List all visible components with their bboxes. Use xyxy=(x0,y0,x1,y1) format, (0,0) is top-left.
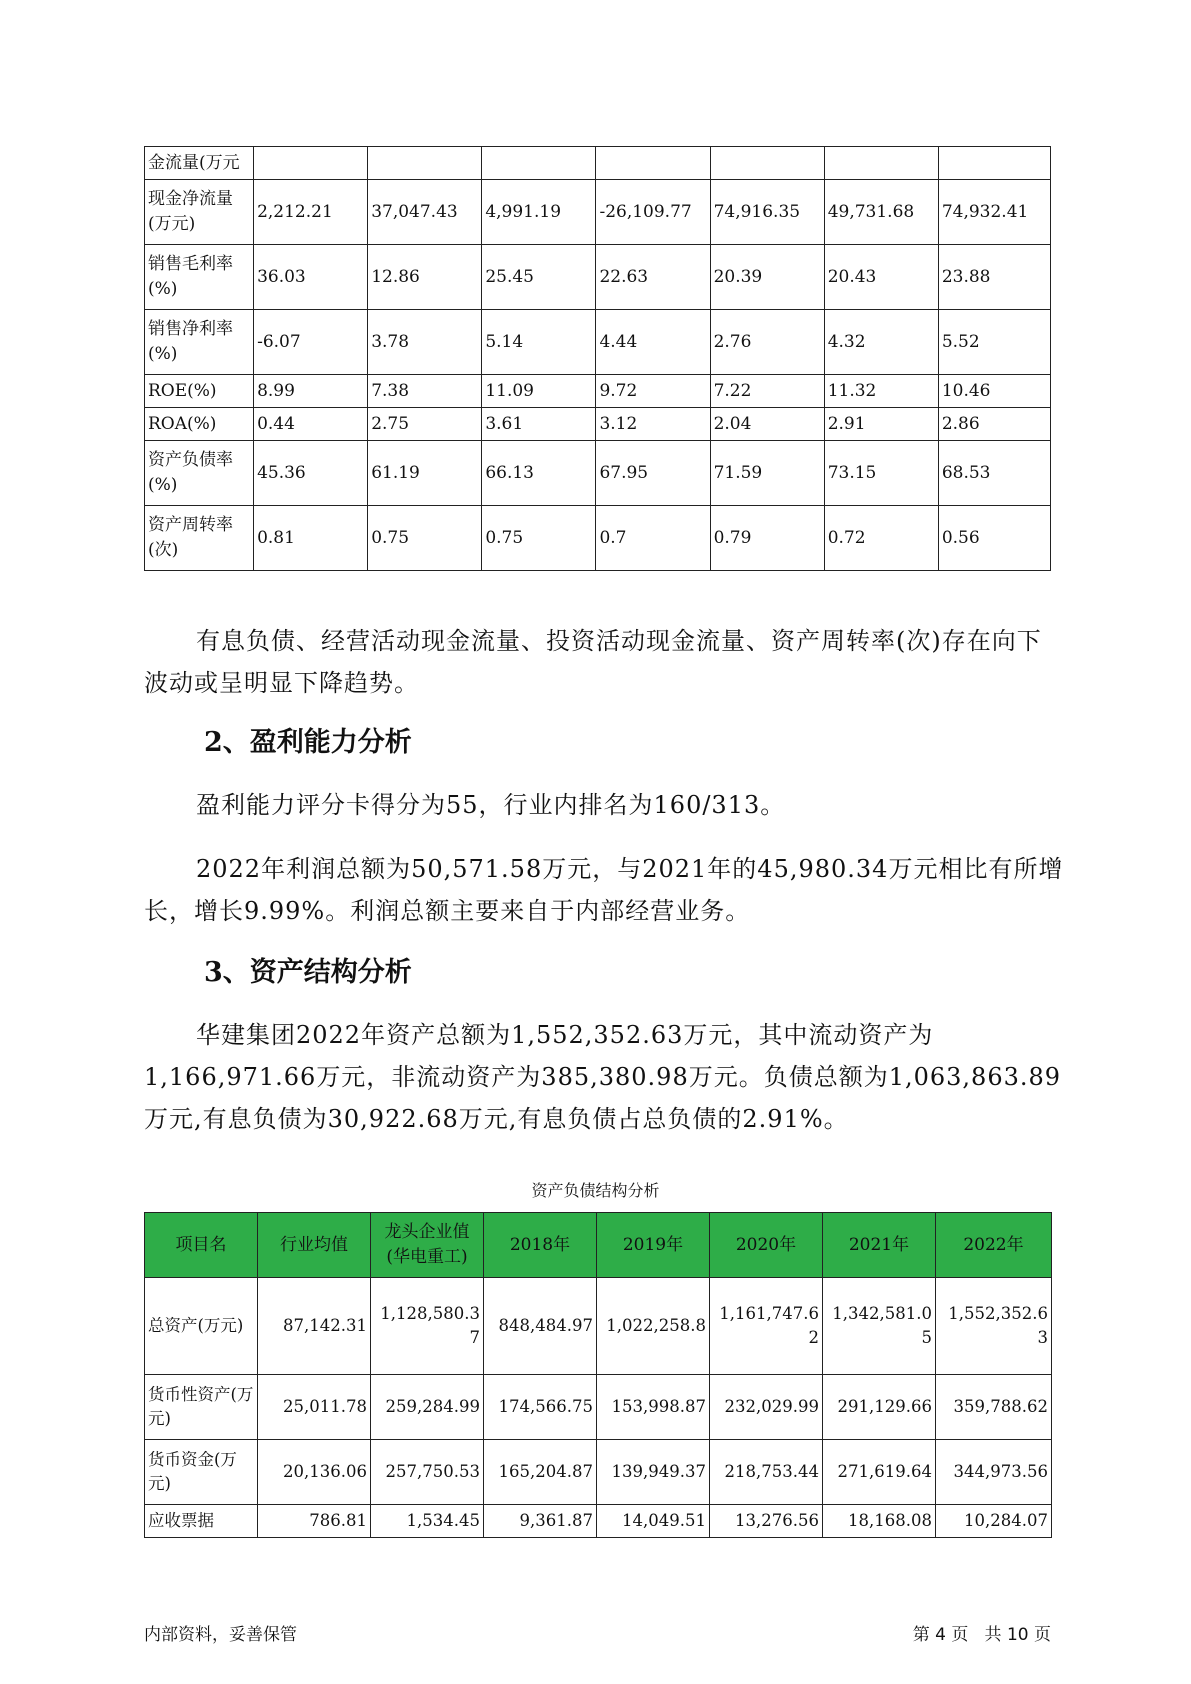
table-cell: 3.12 xyxy=(596,408,710,441)
paragraph-profit-total: 2022年利润总额为50,571.58万元，与2021年的45,980.34万元相比有所增长，增长9.99%。利润总额主要来自于内部经营业务。 xyxy=(144,855,1064,925)
paragraph-asset-summary: 华建集团2022年资产总额为1,552,352.63万元，其中流动资产为1,166,971.66万元，非流动资产为385,380.98万元。负债总额为1,063,863.89万元,有息负债为30,922.68万元,有息负债占总负债的2.91%。 xyxy=(144,1021,1062,1133)
table-cell: 0.75 xyxy=(368,506,482,571)
table-cell xyxy=(938,147,1050,180)
table-cell: 139,949.37 xyxy=(597,1440,710,1505)
table-cell: 2.75 xyxy=(368,408,482,441)
table-row xyxy=(145,1375,1052,1440)
table-cell: 73.15 xyxy=(824,441,938,506)
table-cell: 18,168.08 xyxy=(823,1505,936,1538)
table-cell: 2,212.21 xyxy=(254,180,368,245)
table-cell: 8.99 xyxy=(254,375,368,408)
row-label: 应收票据 xyxy=(145,1505,258,1538)
table-cell: 4.32 xyxy=(824,310,938,375)
table-cell: 68.53 xyxy=(938,441,1050,506)
table-caption: 资产负债结构分析 xyxy=(531,1181,660,1200)
table-cell: 359,788.62 xyxy=(936,1375,1052,1440)
column-header: 2018年 xyxy=(484,1213,597,1278)
table-cell: 9.72 xyxy=(596,375,710,408)
table-cell: 344,973.56 xyxy=(936,1440,1052,1505)
table-cell: 13,276.56 xyxy=(710,1505,823,1538)
row-label: 金流量(万元 xyxy=(145,147,254,180)
row-label: 总资产(万元) xyxy=(145,1278,258,1375)
table-cell: 1,342,581.05 xyxy=(823,1278,936,1375)
table-row xyxy=(145,375,1051,408)
row-label: 资产周转率(次) xyxy=(145,506,254,571)
table-cell: 11.32 xyxy=(824,375,938,408)
column-header: 2019年 xyxy=(597,1213,710,1278)
table-cell: 0.56 xyxy=(938,506,1050,571)
table-cell: 1,022,258.8 xyxy=(597,1278,710,1375)
table-row xyxy=(145,408,1051,441)
table-row xyxy=(145,180,1051,245)
table-cell: 5.52 xyxy=(938,310,1050,375)
table-cell: 74,932.41 xyxy=(938,180,1050,245)
row-label: 销售净利率(%) xyxy=(145,310,254,375)
table-cell: 20,136.06 xyxy=(258,1440,371,1505)
footer-confidential-note: 内部资料，妥善保管 xyxy=(144,1625,297,1645)
table-cell: 49,731.68 xyxy=(824,180,938,245)
column-header: 龙头企业值(华电重工) xyxy=(371,1213,484,1278)
table-cell xyxy=(368,147,482,180)
table-cell: 37,047.43 xyxy=(368,180,482,245)
row-label: ROA(%) xyxy=(145,408,254,441)
table-row xyxy=(145,441,1051,506)
table-cell: 0.44 xyxy=(254,408,368,441)
table-cell: 1,552,352.63 xyxy=(936,1278,1052,1375)
table-cell: 3.61 xyxy=(482,408,596,441)
table-cell: 2.86 xyxy=(938,408,1050,441)
table-cell: 36.03 xyxy=(254,245,368,310)
table-cell: 67.95 xyxy=(596,441,710,506)
table-cell: 4.44 xyxy=(596,310,710,375)
table-cell: 0.79 xyxy=(710,506,824,571)
table-cell: 7.22 xyxy=(710,375,824,408)
table-cell: 0.81 xyxy=(254,506,368,571)
paragraph-trend-note: 有息负债、经营活动现金流量、投资活动现金流量、资产周转率(次)存在向下波动或呈明显下降趋势。 xyxy=(144,627,1042,697)
table-cell: 74,916.35 xyxy=(710,180,824,245)
table-cell: 5.14 xyxy=(482,310,596,375)
row-label: 资产负债率(%) xyxy=(145,441,254,506)
table-cell: 7.38 xyxy=(368,375,482,408)
table-cell: 4,991.19 xyxy=(482,180,596,245)
table-cell: 1,534.45 xyxy=(371,1505,484,1538)
table-cell: 165,204.87 xyxy=(484,1440,597,1505)
table-cell xyxy=(254,147,368,180)
financial-ratios-table xyxy=(144,146,1051,571)
table-cell: 0.72 xyxy=(824,506,938,571)
table-cell: -26,109.77 xyxy=(596,180,710,245)
table-cell: 23.88 xyxy=(938,245,1050,310)
table-cell: 218,753.44 xyxy=(710,1440,823,1505)
table-cell: -6.07 xyxy=(254,310,368,375)
table-cell: 45.36 xyxy=(254,441,368,506)
table-cell: 9,361.87 xyxy=(484,1505,597,1538)
row-label: 现金净流量(万元) xyxy=(145,180,254,245)
table-row xyxy=(145,506,1051,571)
table-cell: 2.76 xyxy=(710,310,824,375)
table-row xyxy=(145,310,1051,375)
table-cell: 20.39 xyxy=(710,245,824,310)
column-header: 2020年 xyxy=(710,1213,823,1278)
table-row xyxy=(145,147,1051,180)
table-cell: 3.78 xyxy=(368,310,482,375)
table-cell: 0.7 xyxy=(596,506,710,571)
table-cell: 25,011.78 xyxy=(258,1375,371,1440)
table-cell: 174,566.75 xyxy=(484,1375,597,1440)
table-cell: 1,161,747.62 xyxy=(710,1278,823,1375)
section-heading-profitability: 2、盈利能力分析 xyxy=(204,727,412,758)
row-label: 货币资金(万元) xyxy=(145,1440,258,1505)
column-header: 项目名 xyxy=(145,1213,258,1278)
table-cell: 25.45 xyxy=(482,245,596,310)
row-label: 销售毛利率(%) xyxy=(145,245,254,310)
table-cell: 87,142.31 xyxy=(258,1278,371,1375)
column-header: 2022年 xyxy=(936,1213,1052,1278)
table-cell xyxy=(482,147,596,180)
table-cell: 153,998.87 xyxy=(597,1375,710,1440)
table-cell xyxy=(710,147,824,180)
section-heading-asset-structure: 3、资产结构分析 xyxy=(204,957,412,988)
table-cell: 291,129.66 xyxy=(823,1375,936,1440)
table-cell: 257,750.53 xyxy=(371,1440,484,1505)
balance-structure-table xyxy=(144,1212,1052,1538)
row-label: ROE(%) xyxy=(145,375,254,408)
paragraph-profit-score: 盈利能力评分卡得分为55，行业内排名为160/313。 xyxy=(196,791,786,819)
table-cell: 10,284.07 xyxy=(936,1505,1052,1538)
table-cell: 11.09 xyxy=(482,375,596,408)
table-cell: 10.46 xyxy=(938,375,1050,408)
table-cell: 259,284.99 xyxy=(371,1375,484,1440)
table-cell: 2.04 xyxy=(710,408,824,441)
table-row xyxy=(145,1278,1052,1375)
table-header-row xyxy=(145,1213,1052,1278)
table-cell: 20.43 xyxy=(824,245,938,310)
row-label: 货币性资产(万元) xyxy=(145,1375,258,1440)
footer-page-number: 第 4 页 共 10 页 xyxy=(912,1625,1051,1645)
table-cell xyxy=(596,147,710,180)
table-cell: 786.81 xyxy=(258,1505,371,1538)
table-cell: 66.13 xyxy=(482,441,596,506)
table-cell: 848,484.97 xyxy=(484,1278,597,1375)
table-row xyxy=(145,1440,1052,1505)
table-cell: 22.63 xyxy=(596,245,710,310)
table-cell: 14,049.51 xyxy=(597,1505,710,1538)
table-row xyxy=(145,1505,1052,1538)
table-cell: 61.19 xyxy=(368,441,482,506)
table-cell: 12.86 xyxy=(368,245,482,310)
table-cell: 232,029.99 xyxy=(710,1375,823,1440)
table-cell: 0.75 xyxy=(482,506,596,571)
column-header: 行业均值 xyxy=(258,1213,371,1278)
table-cell xyxy=(824,147,938,180)
column-header: 2021年 xyxy=(823,1213,936,1278)
table-cell: 71.59 xyxy=(710,441,824,506)
table-cell: 2.91 xyxy=(824,408,938,441)
table-cell: 1,128,580.37 xyxy=(371,1278,484,1375)
table-row xyxy=(145,245,1051,310)
table-cell: 271,619.64 xyxy=(823,1440,936,1505)
